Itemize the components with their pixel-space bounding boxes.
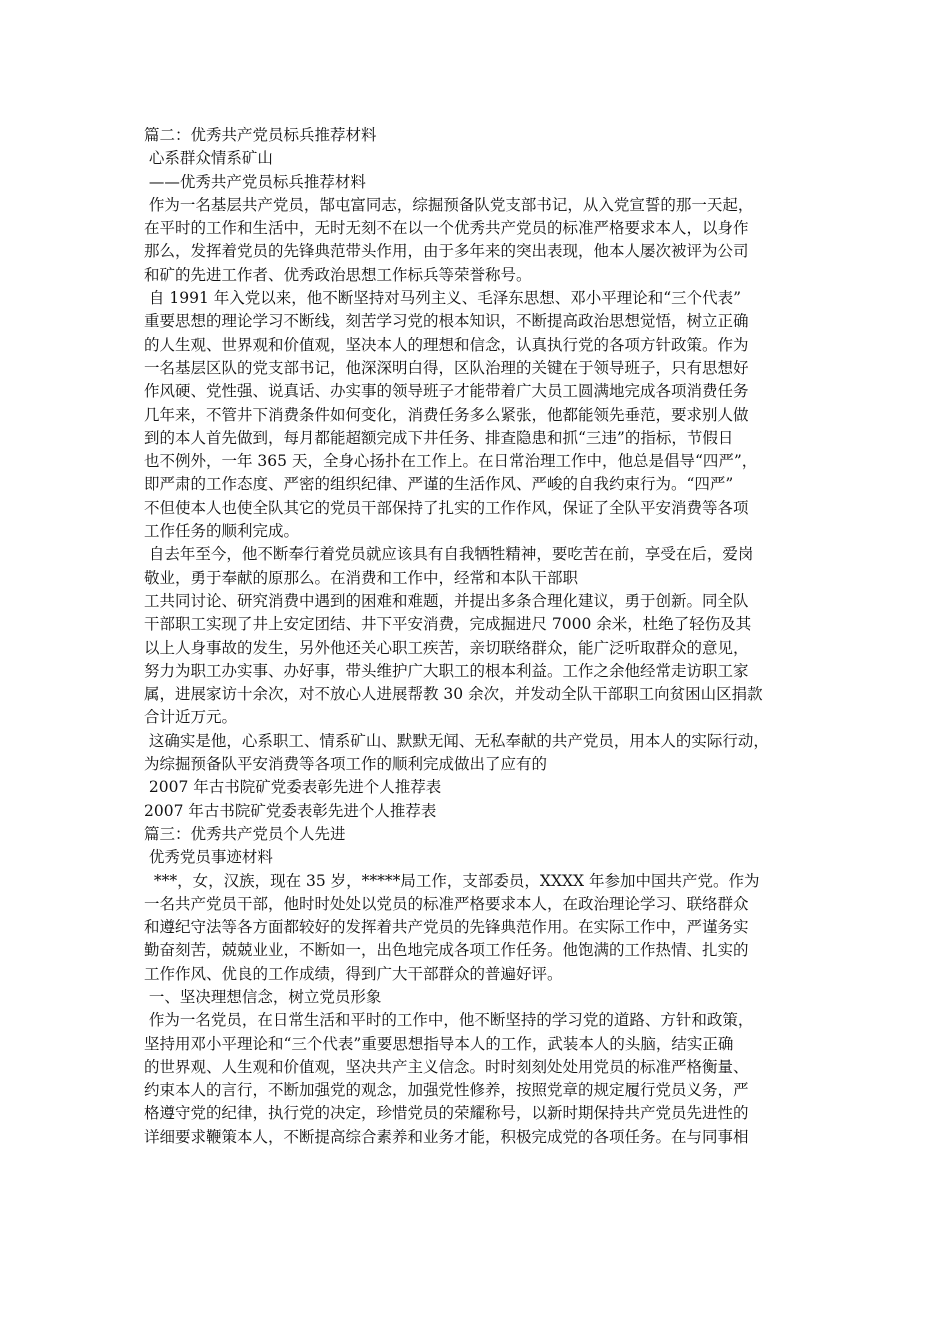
text-line: ——优秀共产党员标兵推荐材料	[144, 172, 366, 191]
text-line: 在平时的工作和生活中，无时无刻不在以一个优秀共产党员的标准严格要求本人，以身作	[144, 219, 749, 238]
text-line: 和矿的先进工作者、优秀政治思想工作标兵等荣誉称号。	[144, 265, 532, 284]
text-line: 属，进展家访十余次，对不放心人进展帮教 30 余次，并发动全队干部职工向贫困山区捐款	[144, 685, 763, 704]
text-line: 作为一名党员，在日常生活和平时的工作中，他不断坚持的学习党的道路、方针和政策，	[144, 1011, 754, 1030]
text-line: 几年来，不管井下消费条件如何变化，消费任务多么紧张，他都能领先垂范，要求别人做	[144, 405, 749, 424]
text-line: 约束本人的言行，不断加强党的观念，加强党性修养，按照党章的规定履行党员义务，严	[144, 1081, 749, 1100]
text-line: 以上人身事故的发生，另外他还关心职工疾苦，亲切联络群众，能广泛听取群众的意见，	[144, 638, 749, 657]
text-line: 自去年至今，他不断奉行着党员就应该具有自我牺牲精神，要吃苦在前，享受在后，爱岗	[144, 545, 754, 564]
text-line: 为综掘预备队平安消费等各项工作的顺利完成做出了应有的	[144, 755, 548, 774]
text-line: 2007 年古书院矿党委表彰先进个人推荐表	[144, 801, 437, 820]
text-line: 篇二：优秀共产党员标兵推荐材料	[144, 126, 377, 144]
text-line: 那么，发挥着党员的先锋典范带头作用，由于多年来的突出表现，他本人屡次被评为公司	[144, 242, 749, 261]
text-line: 也不例外，一年 365 天，全身心扬扑在工作上。在日常治理工作中，他总是倡导“四严”，	[144, 452, 758, 471]
text-line: 工共同讨论、研究消费中遇到的困难和难题，并提出多条合理化建议，勇于创新。同全队	[144, 591, 749, 610]
text-line: 自 1991 年入党以来，他不断坚持对马列主义、毛泽东思想、邓小平理论和“三个代表”	[144, 289, 742, 308]
text-line: 到的本人首先做到，每月都能超额完成下井任务、排查隐患和抓“三违”的指标，节假日	[144, 428, 734, 447]
text-line: 不但使本人也使全队其它的党员干部保持了扎实的工作作风，保证了全队平安消费等各项	[144, 498, 749, 517]
text-line: 详细要求鞭策本人，不断提高综合素养和业务才能，积极完成党的各项任务。在与同事相	[144, 1127, 749, 1146]
text-line: 敬业，勇于奉献的原那么。在消费和工作中，经常和本队干部职	[144, 568, 579, 587]
document-body	[144, 124, 816, 1149]
text-line: ***，女，汉族，现在 35 岁，*****局工作，支部委员，XXXX 年参加中国共产党。作为	[144, 871, 760, 890]
text-line: 一名共产党员干部，他时时处处以党员的标准严格要求本人，在政治理论学习、联络群众	[144, 894, 749, 913]
text-line: 的世界观、人生观和价值观，坚决共产主义信念。时时刻刻处处用党员的标准严格衡量、	[144, 1057, 749, 1076]
text-line: 干部职工实现了井上安定团结、井下平安消费，完成掘进尺 7000 余米，杜绝了轻伤及其	[144, 615, 752, 634]
text-line: 一、坚决理想信念，树立党员形象	[144, 987, 382, 1006]
text-line: 2007 年古书院矿党委表彰先进个人推荐表	[144, 778, 442, 797]
text-line: 心系群众情系矿山	[144, 149, 273, 168]
text-line: 坚持用邓小平理论和“三个代表”重要思想指导本人的工作，武装本人的头脑，结实正确	[144, 1034, 734, 1053]
text-line: 工作作风、优良的工作成绩，得到广大干部群众的普遍好评。	[144, 964, 563, 983]
text-line: 一名基层区队的党支部书记，他深深明白得，区队治理的关键在于领导班子，只有思想好	[144, 358, 749, 377]
text-line: 作为一名基层共产党员，郜屯富同志，综掘预备队党支部书记，从入党宣誓的那一天起，	[144, 195, 754, 214]
text-line: 的人生观、世界观和价值观，坚决本人的理想和信念，认真执行党的各项方针政策。作为	[144, 335, 749, 354]
text-line: 重要思想的理论学习不断线，刻苦学习党的根本知识，不断提高政治思想觉悟，树立正确	[144, 312, 749, 331]
text-line: 和遵纪守法等各方面都较好的发挥着共产党员的先锋典范作用。在实际工作中，严谨务实	[144, 918, 749, 937]
text-line: 努力为职工办实事、办好事，带头维护广大职工的根本利益。工作之余他经常走访职工家	[144, 661, 749, 680]
text-line: 格遵守党的纪律，执行党的决定，珍惜党员的荣耀称号，以新时期保持共产党员先进性的	[144, 1104, 749, 1123]
text-line: 优秀党员事迹材料	[144, 848, 273, 867]
text-line: 合计近万元。	[144, 708, 238, 727]
text-line: 篇三：优秀共产党员个人先进	[144, 824, 346, 843]
text-line: 工作任务的顺利完成。	[144, 522, 300, 541]
text-line: 即严肃的工作态度、严密的组织纪律、严谨的生活作风、严峻的自我约束行为。“四严”	[144, 475, 734, 494]
text-line: 这确实是他，心系职工、情系矿山、默默无闻、无私奉献的共产党员，用本人的实际行动，	[144, 731, 769, 750]
text-line: 勤奋刻苦，兢兢业业，不断如一，出色地完成各项工作任务。他饱满的工作热情、扎实的	[144, 941, 749, 960]
text-line: 作风硬、党性强、说真话、办实事的领导班子才能带着广大员工圆满地完成各项消费任务	[144, 382, 749, 401]
